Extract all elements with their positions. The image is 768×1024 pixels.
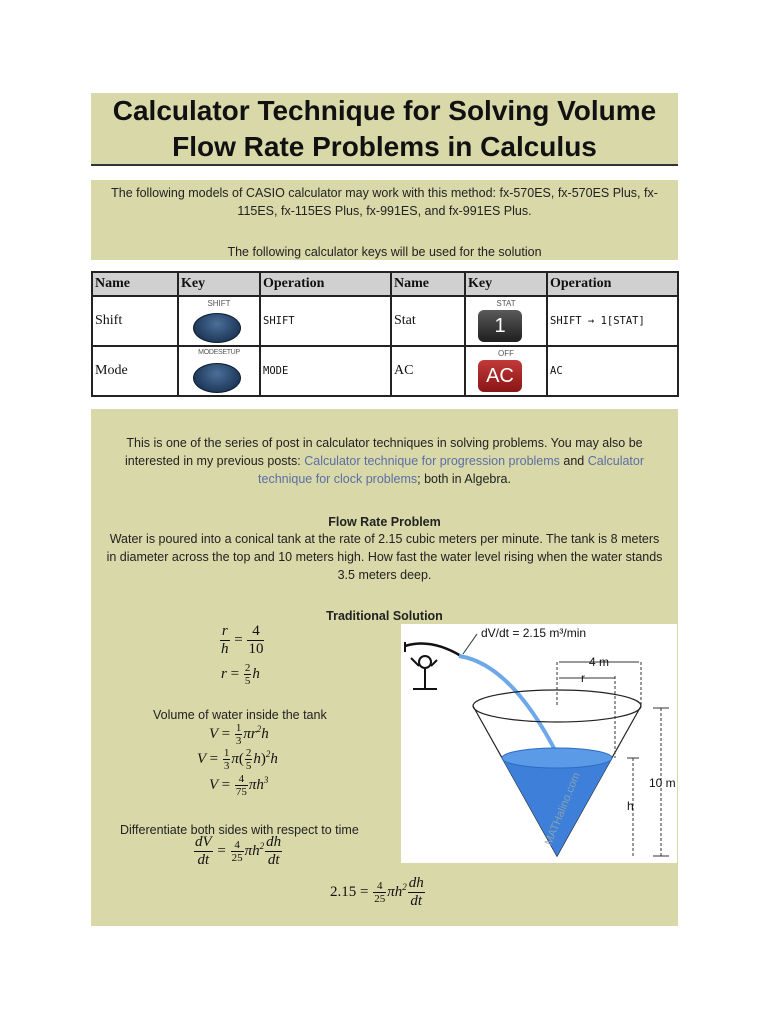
header-key-2: Key bbox=[465, 272, 547, 296]
conical-tank-diagram bbox=[401, 624, 677, 863]
series-prefix: interested in my previous posts: bbox=[124, 454, 305, 468]
key-operation: AC bbox=[547, 346, 678, 396]
equation-dvdt: $\frac{dV}{dt}$ = $\frac{4}{25}$ $\pi h^2$ $\frac{dh}{dt}$ bbox=[195, 834, 282, 868]
top-radius-label: 4 m bbox=[589, 655, 610, 669]
mode-key-image bbox=[178, 346, 260, 396]
key-caption: SHIFT bbox=[207, 299, 231, 308]
key-name: Stat bbox=[391, 296, 465, 346]
problem-line-2: in diameter across the top and 10 meters high. How fast the water level rising when the water stands bbox=[106, 550, 663, 564]
volume-label: Volume of water inside the tank bbox=[153, 708, 327, 722]
table-row bbox=[92, 296, 678, 346]
equation-volume: V = $\frac{1}{3}$ $\pi r^2h$ bbox=[209, 722, 269, 747]
equation-volume-h: V = $\frac{4}{75}$ $\pi h^3$ bbox=[209, 773, 269, 798]
shift-key-icon bbox=[193, 313, 241, 343]
problem-line-1: Water is poured into a conical tank at the rate of 2.15 cubic meters per minute. The tank is 8 meters bbox=[109, 532, 660, 546]
series-and: and bbox=[559, 454, 588, 468]
link-clock-problems-part-2[interactable]: technique for clock problems bbox=[258, 472, 418, 486]
key-caption: MODESETUP bbox=[198, 349, 240, 356]
intro-panel bbox=[91, 180, 678, 260]
differentiate-label: Differentiate both sides with respect to time bbox=[120, 823, 359, 837]
models-text-line-2: 115ES, fx-115ES Plus, fx-991ES, and fx-991ES Plus. bbox=[237, 204, 532, 218]
key-operation: SHIFT → 1[STAT] bbox=[547, 296, 678, 346]
equation-final: 2.15 = $\frac{4}{25}$ $\pi h^2$ $\frac{dh}{dt}$ bbox=[330, 875, 424, 909]
equation-ratio: $\frac{r}{h}$ = $\frac{4}{10}$ bbox=[221, 623, 264, 657]
header-operation-2: Operation bbox=[547, 272, 678, 296]
ac-key-image bbox=[465, 346, 547, 396]
problem-heading: Flow Rate Problem bbox=[328, 515, 441, 529]
equation-r: r = $\frac{2}{5}$ h bbox=[221, 662, 260, 687]
final-value: 2.15 bbox=[330, 883, 357, 900]
one-key-icon: 1 bbox=[478, 310, 522, 342]
equation-volume-sub: V = $\frac{1}{3}$ π( $\frac{2}{5}$ h)$^2$h bbox=[197, 747, 278, 772]
ac-key-icon: AC bbox=[478, 360, 522, 392]
key-name: AC bbox=[391, 346, 465, 396]
table-header-row bbox=[92, 272, 678, 296]
stat-key-image bbox=[465, 296, 547, 346]
header-key: Key bbox=[178, 272, 260, 296]
mode-key-icon bbox=[193, 363, 241, 393]
keys-note: The following calculator keys will be used for the solution bbox=[227, 245, 542, 259]
radius-var-label: r bbox=[581, 671, 585, 685]
link-progression-problems[interactable]: Calculator technique for progression problems bbox=[304, 454, 560, 468]
series-paragraph bbox=[91, 434, 678, 488]
water-surface bbox=[502, 748, 612, 768]
water-height-label: h bbox=[627, 799, 634, 813]
key-name: Shift bbox=[92, 296, 178, 346]
pump-stand-icon bbox=[405, 642, 461, 689]
table-row bbox=[92, 346, 678, 396]
title-banner bbox=[91, 93, 678, 166]
series-line-2 bbox=[91, 452, 678, 470]
height-label: 10 m bbox=[649, 776, 676, 790]
problem-line-3: 3.5 meters deep. bbox=[337, 568, 432, 582]
series-line-3 bbox=[91, 470, 678, 488]
key-operation: SHIFT bbox=[260, 296, 391, 346]
solution-heading: Traditional Solution bbox=[326, 609, 443, 623]
series-line-1: This is one of the series of post in calculator techniques in solving problems. You may also be bbox=[126, 436, 643, 450]
key-operation: MODE bbox=[260, 346, 391, 396]
watermark: MATHalino.com bbox=[542, 770, 583, 848]
conical-tank-svg bbox=[401, 624, 677, 863]
shift-key-image bbox=[178, 296, 260, 346]
header-name-2: Name bbox=[391, 272, 465, 296]
problem-text bbox=[91, 530, 678, 584]
models-text-line-1: The following models of CASIO calculator may work with this method: fx-570ES, fx-570ES Plus, fx- bbox=[111, 186, 658, 200]
link-clock-problems-part-1[interactable]: Calculator bbox=[587, 454, 645, 468]
key-caption: STAT bbox=[496, 299, 516, 308]
key-caption: OFF bbox=[498, 349, 514, 358]
rate-label: dV/dt = 2.15 m³/min bbox=[481, 626, 587, 640]
key-name: Mode bbox=[92, 346, 178, 396]
header-name: Name bbox=[92, 272, 178, 296]
series-suffix: ; both in Algebra. bbox=[417, 472, 511, 486]
calculator-keys-table bbox=[91, 271, 679, 397]
page-title-line-1: Calculator Technique for Solving Volume bbox=[112, 95, 657, 126]
page-title-line-2: Flow Rate Problems in Calculus bbox=[172, 131, 597, 162]
header-operation: Operation bbox=[260, 272, 391, 296]
